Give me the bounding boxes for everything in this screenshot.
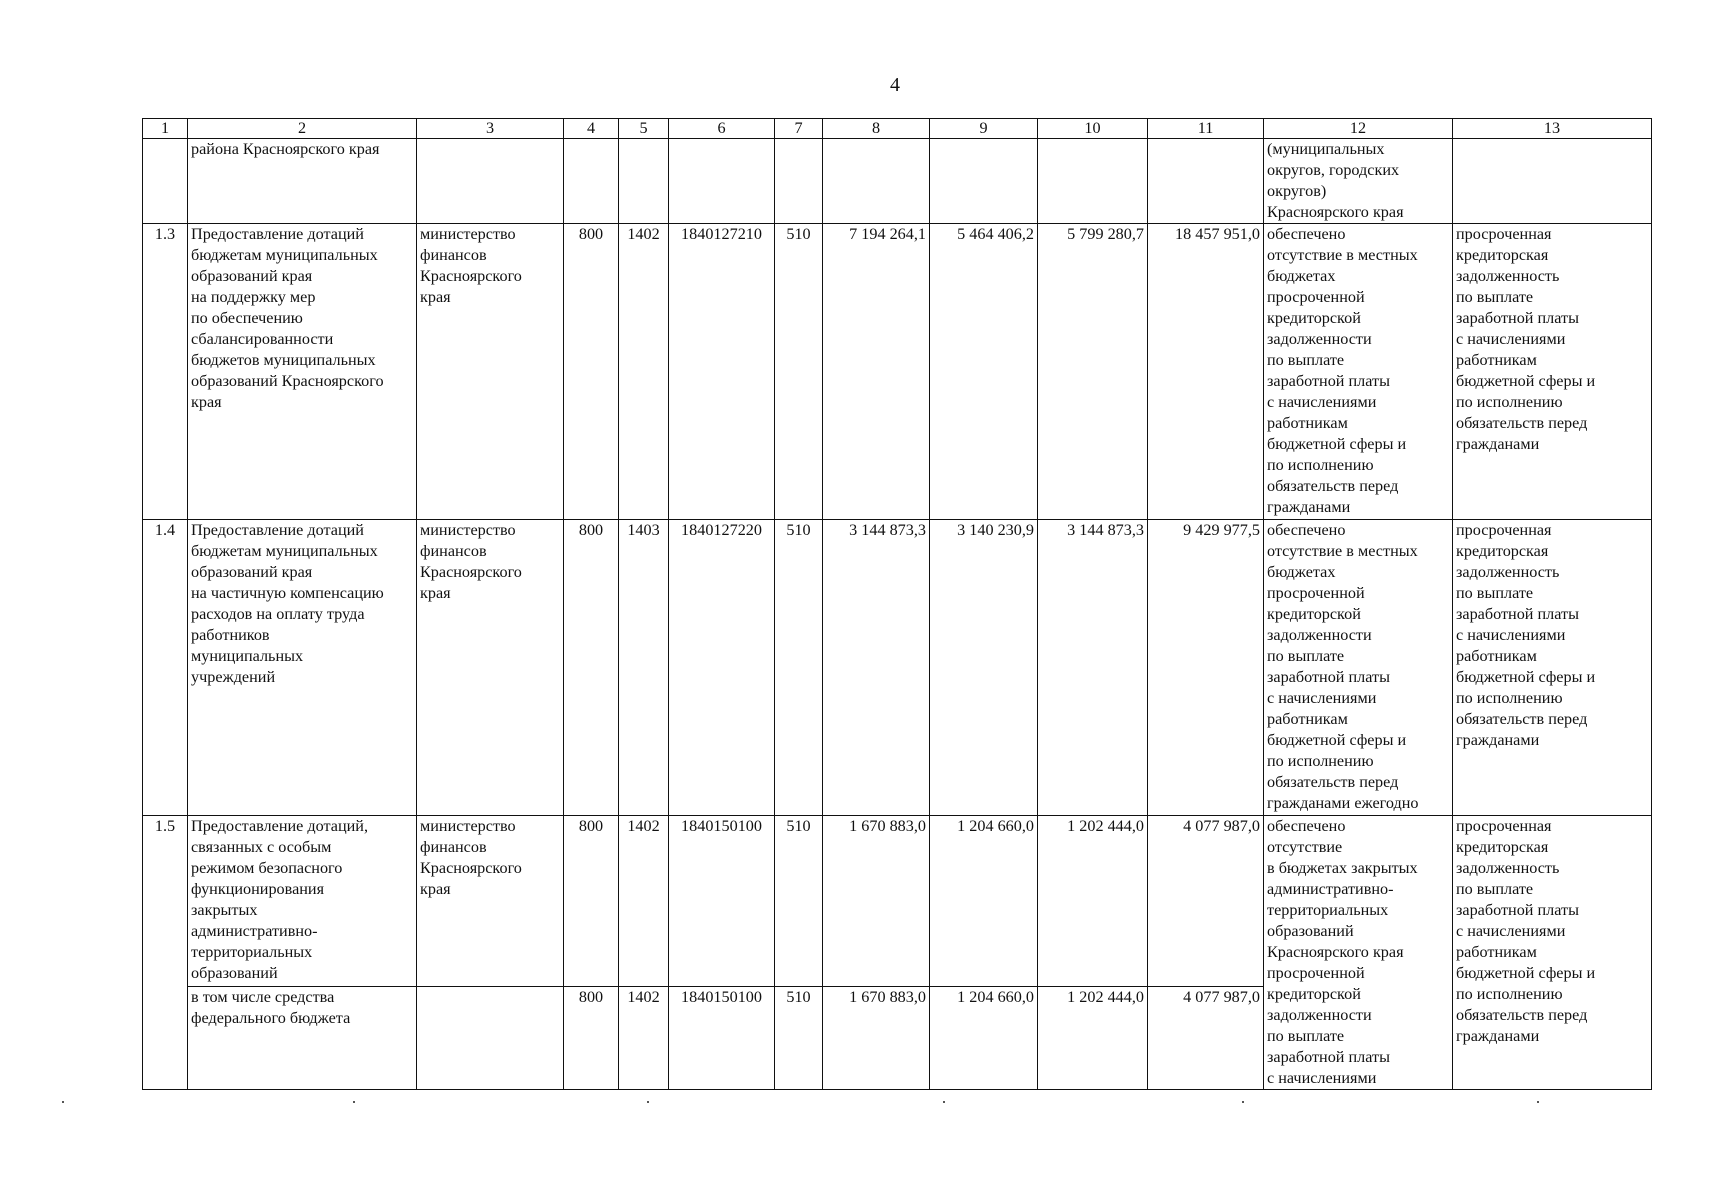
header-cell: 11	[1148, 119, 1264, 139]
header-cell: 7	[775, 119, 823, 139]
table-row	[143, 224, 1652, 520]
header-cell: 8	[823, 119, 930, 139]
row-section-code: 1402	[619, 816, 669, 987]
subrow-amount-total: 4 077 987,0	[1148, 986, 1264, 1089]
row-expense-type: 510	[775, 520, 823, 816]
continuation-result: (муниципальных округов, городских округов) Красноярского края	[1264, 139, 1453, 224]
row-amount-year1: 7 194 264,1	[823, 224, 930, 520]
row-result: обеспечено отсутствие в местных бюджетах просроченной кредиторской задолженности по выплате заработной платы с начислениями работникам бюджетной сферы и по исполнению обязательств перед гражданами	[1264, 224, 1453, 520]
table-row	[143, 520, 1652, 816]
empty-cell	[930, 139, 1038, 224]
row-amount-year2: 5 464 406,2	[930, 224, 1038, 520]
header-cell: 4	[564, 119, 619, 139]
header-cell: 12	[1264, 119, 1453, 139]
empty-cell	[143, 139, 188, 224]
row-name: Предоставление дотаций бюджетам муниципальных образований края на поддержку мер по обеспечению сбалансированности бюджетов муниципальных образований Красноярского края	[188, 224, 417, 520]
row-grbs: министерство финансов Красноярского края	[417, 520, 564, 816]
empty-cell	[417, 139, 564, 224]
row-target-code: 1840127220	[669, 520, 775, 816]
budget-table	[142, 118, 1652, 1090]
scan-dot	[1242, 1101, 1244, 1103]
row-section-code: 1402	[619, 224, 669, 520]
subrow-amount-year2: 1 204 660,0	[930, 986, 1038, 1089]
header-cell: 13	[1453, 119, 1652, 139]
row-grbs: министерство финансов Красноярского края	[417, 224, 564, 520]
subrow-target-code: 1840150100	[669, 986, 775, 1089]
header-row	[143, 119, 1652, 139]
scan-dot	[943, 1101, 945, 1103]
empty-cell	[775, 139, 823, 224]
row-number: 1.3	[143, 224, 188, 520]
row-amount-year3: 1 202 444,0	[1038, 816, 1148, 987]
subrow-section-code: 1402	[619, 986, 669, 1089]
row-number: 1.4	[143, 520, 188, 816]
empty-cell	[564, 139, 619, 224]
empty-cell	[1148, 139, 1264, 224]
row-expense-type: 510	[775, 224, 823, 520]
header-cell: 10	[1038, 119, 1148, 139]
row-number: 1.5	[143, 816, 188, 1090]
row-name: Предоставление дотаций, связанных с особым режимом безопасного функционирования закрытых административно- территориальных образований	[188, 816, 417, 987]
header-cell: 5	[619, 119, 669, 139]
row-amount-year3: 5 799 280,7	[1038, 224, 1148, 520]
subrow-name: в том числе средства федерального бюджета	[188, 986, 417, 1089]
subrow-amount-year1: 1 670 883,0	[823, 986, 930, 1089]
scan-dot	[62, 1101, 64, 1103]
subrow-amount-year3: 1 202 444,0	[1038, 986, 1148, 1089]
scan-dot	[1537, 1101, 1539, 1103]
row-amount-year1: 3 144 873,3	[823, 520, 930, 816]
row-amount-total: 4 077 987,0	[1148, 816, 1264, 987]
row-amount-total: 9 429 977,5	[1148, 520, 1264, 816]
subrow-expense-type: 510	[775, 986, 823, 1089]
row-grbs-code: 800	[564, 224, 619, 520]
subrow-grbs-code: 800	[564, 986, 619, 1089]
row-amount-year2: 3 140 230,9	[930, 520, 1038, 816]
empty-cell	[669, 139, 775, 224]
scan-dot	[353, 1101, 355, 1103]
empty-cell	[823, 139, 930, 224]
row-grbs: министерство финансов Красноярского края	[417, 816, 564, 987]
continuation-name: района Красноярского края	[188, 139, 417, 224]
header-cell: 9	[930, 119, 1038, 139]
row-expense-type: 510	[775, 816, 823, 987]
row-name: Предоставление дотаций бюджетам муниципальных образований края на частичную компенсацию расходов на оплату труда работников муниципальных учреждений	[188, 520, 417, 816]
header-cell: 3	[417, 119, 564, 139]
header-cell: 6	[669, 119, 775, 139]
continuation-row	[143, 139, 1652, 224]
page-number: 4	[890, 74, 900, 96]
row-amount-year3: 3 144 873,3	[1038, 520, 1148, 816]
header-cell: 2	[188, 119, 417, 139]
row-amount-year1: 1 670 883,0	[823, 816, 930, 987]
header-cell: 1	[143, 119, 188, 139]
row-target-code: 1840127210	[669, 224, 775, 520]
row-target-code: 1840150100	[669, 816, 775, 987]
row-consequence: просроченная кредиторская задолженность по выплате заработной платы с начислениями работникам бюджетной сферы и по исполнению обязательств перед гражданами	[1453, 816, 1652, 1090]
row-amount-total: 18 457 951,0	[1148, 224, 1264, 520]
table-row	[143, 816, 1652, 987]
empty-cell	[417, 986, 564, 1089]
row-consequence: просроченная кредиторская задолженность по выплате заработной платы с начислениями работникам бюджетной сферы и по исполнению обязательств перед гражданами	[1453, 224, 1652, 520]
scan-dot	[647, 1101, 649, 1103]
row-amount-year2: 1 204 660,0	[930, 816, 1038, 987]
row-grbs-code: 800	[564, 520, 619, 816]
empty-cell	[1038, 139, 1148, 224]
row-section-code: 1403	[619, 520, 669, 816]
empty-cell	[619, 139, 669, 224]
row-grbs-code: 800	[564, 816, 619, 987]
empty-cell	[1453, 139, 1652, 224]
row-consequence: просроченная кредиторская задолженность по выплате заработной платы с начислениями работникам бюджетной сферы и по исполнению обязательств перед гражданами	[1453, 520, 1652, 816]
row-result: обеспечено отсутствие в местных бюджетах просроченной кредиторской задолженности по выплате заработной платы с начислениями работникам бюджетной сферы и по исполнению обязательств перед гражданами ежегодно	[1264, 520, 1453, 816]
row-result: обеспечено отсутствие в бюджетах закрытых административно- территориальных образований Красноярского края просроченной кредиторской задолженности по выплате заработной платы с начислениями	[1264, 816, 1453, 1090]
